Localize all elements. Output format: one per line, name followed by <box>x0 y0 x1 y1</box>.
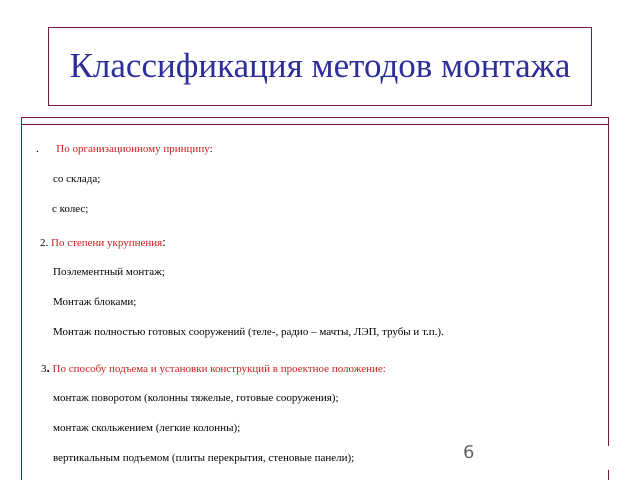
section-1-colon: : <box>209 143 213 155</box>
section-2-item-2: Монтаж блоками; <box>53 296 137 308</box>
section-1-item-1: со склада; <box>53 173 101 185</box>
section-2-marker: 2. <box>40 237 49 249</box>
content-frame-inner-border <box>21 124 609 125</box>
title-box <box>48 27 592 106</box>
section-3-item-3: вертикальным подъемом (плиты перекрытия, стеновые панели); <box>53 452 355 464</box>
section-3-item-2: монтаж скольжением (легкие колонны); <box>53 422 241 434</box>
section-1-marker: . <box>36 143 39 155</box>
section-2-heading-line <box>40 235 166 250</box>
section-3-marker-dot: . <box>46 360 50 375</box>
section-2-item-1: Поэлементный монтаж; <box>53 266 165 278</box>
section-3-heading: По способу подъема и установки конструкций в проектное положение: <box>52 363 386 375</box>
section-3-heading-line <box>41 361 386 376</box>
section-2-item-3: Монтаж полностью готовых сооружений (теле-, радио – мачты, ЛЭП, трубы и т.п.). <box>53 326 444 338</box>
section-2-colon: : <box>162 234 166 249</box>
section-2-heading: По степени укрупнения <box>51 237 163 249</box>
section-3-item-1: монтаж поворотом (колонны тяжелые, готовые сооружения); <box>53 392 339 404</box>
slide-title: Классификация методов монтажа <box>69 46 571 85</box>
right-edge-mark <box>600 446 612 470</box>
section-1-item-2: с колес; <box>52 203 89 215</box>
section-1-heading-line <box>36 143 213 156</box>
section-1-heading: По организационному принципу <box>56 143 210 155</box>
page-number: 6 <box>463 442 475 463</box>
section-3-marker: 3 <box>41 363 47 375</box>
